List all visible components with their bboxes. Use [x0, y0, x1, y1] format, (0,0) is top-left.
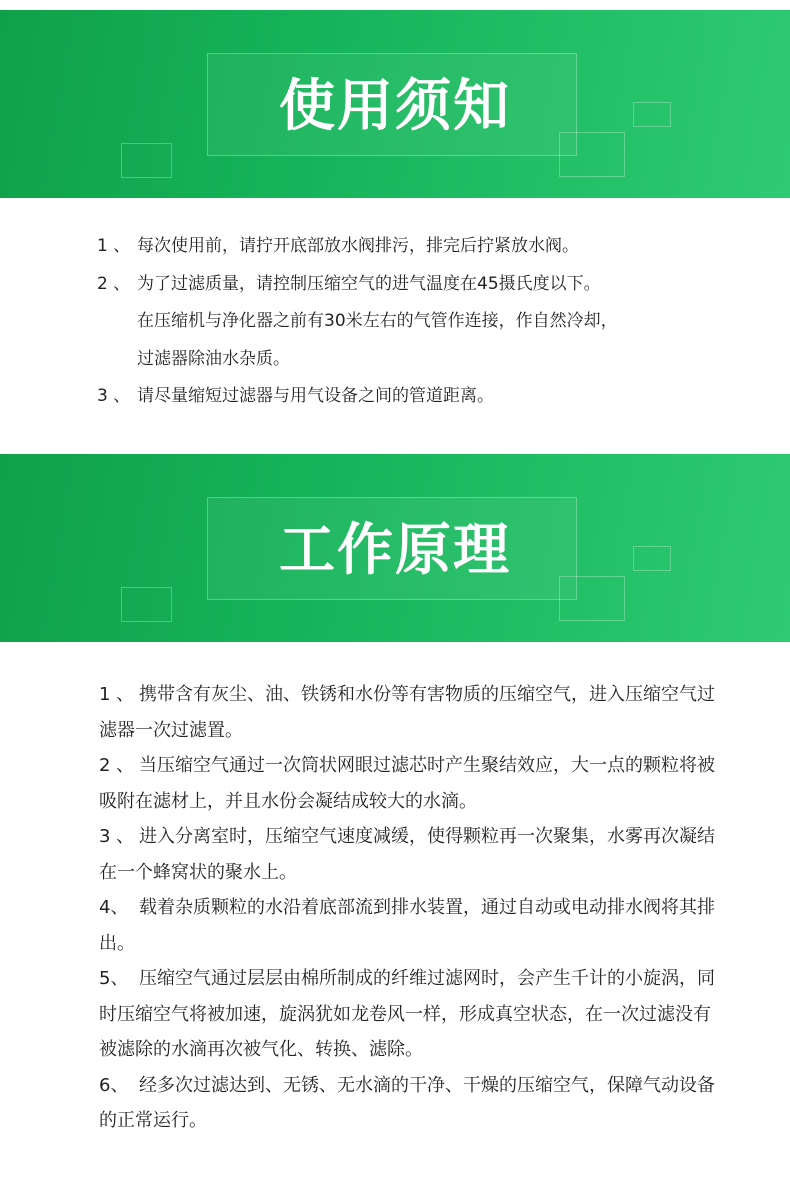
- notice-item: [97, 228, 737, 266]
- item-text: 在压缩机与净化器之前有30米左右的气管作连接，作自然冷却，: [137, 311, 618, 331]
- item-text: 请尽量缩短过滤器与用气设备之间的管道距离。: [137, 386, 494, 406]
- item-number: 2 、: [97, 273, 131, 294]
- principle-list: [99, 677, 719, 1139]
- principle-item: [99, 890, 719, 961]
- item-text: 每次使用前，请拧开底部放水阀排污，排完后拧紧放水阀。: [137, 236, 579, 256]
- notice-list: [97, 228, 737, 416]
- item-number: 5、: [99, 968, 129, 989]
- item-text: 过滤器除油水杂质。: [137, 348, 290, 369]
- item-number: 1 、: [97, 236, 131, 256]
- item-number: 4、: [99, 897, 129, 918]
- principle-item: [99, 748, 719, 819]
- item-text: 经多次过滤达到、无锈、无水滴的干净、干燥的压缩空气，保障气动设备的正常运行。: [99, 1074, 715, 1131]
- principle-banner: [0, 454, 790, 642]
- notice-item-continuation: [97, 303, 737, 341]
- item-number: 2 、: [99, 755, 135, 776]
- item-text: 载着杂质颗粒的水沿着底部流到排水装置，通过自动或电动排水阀将其排出。: [99, 897, 715, 954]
- notice-item-continuation: [97, 341, 737, 379]
- item-text: 携带含有灰尘、油、铁锈和水份等有害物质的压缩空气，进入压缩空气过滤器一次过滤置。: [99, 684, 715, 741]
- notice-item: [97, 378, 737, 416]
- notice-title: 使用须知: [279, 74, 511, 139]
- notice-banner: [0, 10, 790, 198]
- item-text: 进入分离室时，压缩空气速度减缓，使得颗粒再一次聚集，水雾再次凝结在一个蜂窝状的聚水上。: [99, 826, 715, 883]
- item-text: 为了过滤质量，请控制压缩空气的进气温度在45摄氏度以下。: [137, 273, 601, 294]
- decorative-frame: [121, 587, 172, 622]
- item-text: 当压缩空气通过一次筒状网眼过滤芯时产生聚结效应，大一点的颗粒将被吸附在滤材上，并且水份会凝结成较大的水滴。: [99, 755, 715, 812]
- principle-title: 工作原理: [279, 518, 511, 583]
- principle-item: [99, 1068, 719, 1139]
- notice-item: [97, 266, 737, 304]
- item-number: 6、: [99, 1074, 129, 1096]
- item-number: 3 、: [97, 386, 131, 406]
- principle-item: [99, 819, 719, 890]
- item-text: 压缩空气通过层层由棉所制成的纤维过滤网时，会产生千计的小旋涡，同时压缩空气将被加速，旋涡犹如龙卷风一样，形成真空状态，在一次过滤没有被滤除的水滴再次被气化、转换、滤除。: [99, 968, 715, 1060]
- principle-item: [99, 677, 719, 748]
- item-number: 3 、: [99, 826, 135, 847]
- principle-item: [99, 961, 719, 1068]
- item-number: 1 、: [99, 684, 135, 705]
- decorative-frame: [121, 143, 172, 178]
